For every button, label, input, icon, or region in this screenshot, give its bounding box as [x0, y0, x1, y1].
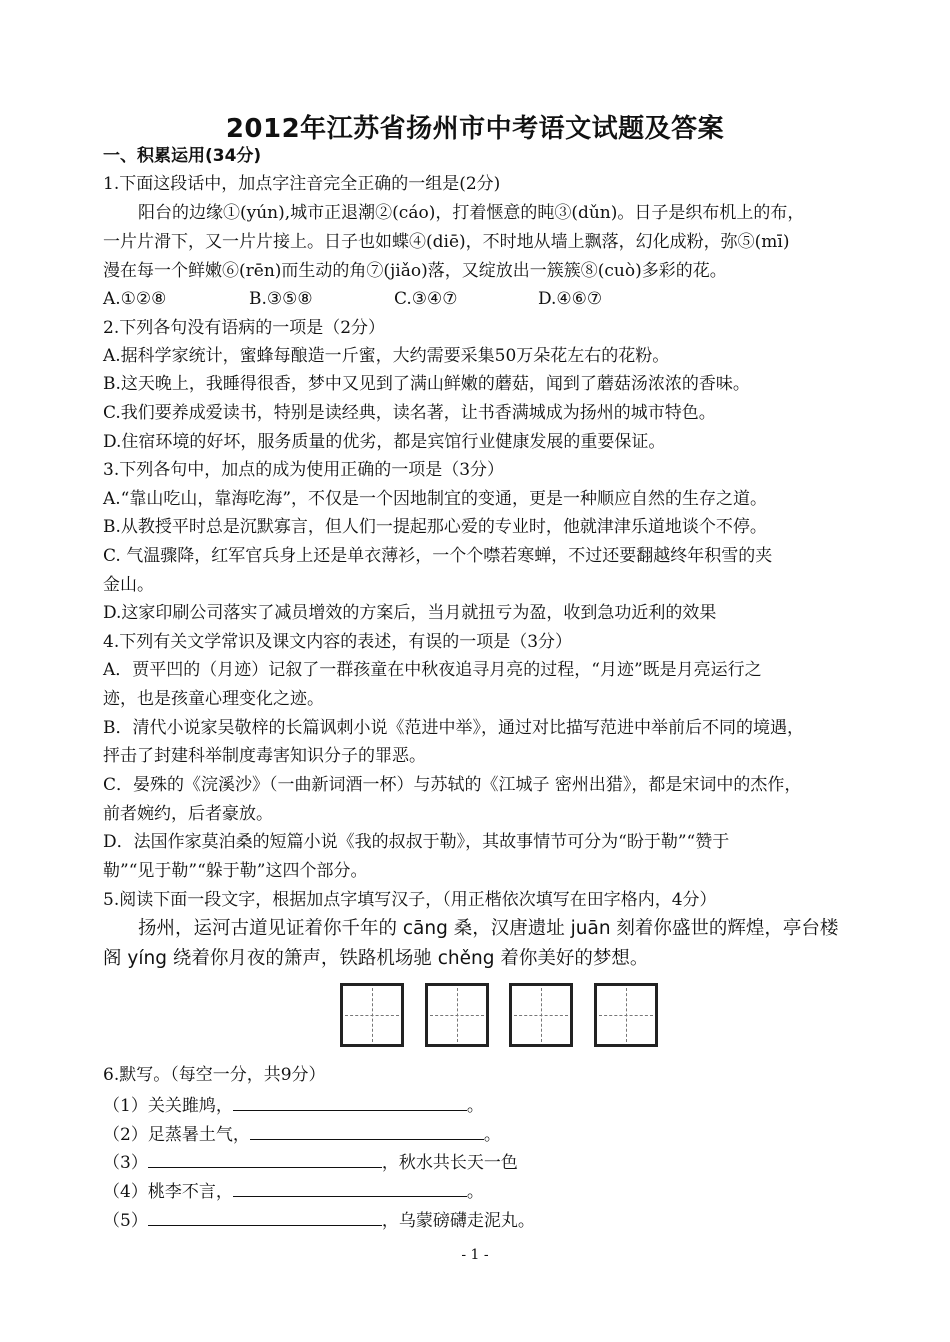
q6-item-5-blank[interactable]	[148, 1209, 382, 1226]
q4-option-b-cont: 抨击了封建科举制度毒害知识分子的罪恶。	[103, 746, 426, 766]
q6-item-5	[103, 1209, 535, 1231]
q3-stem: 3.下列各句中，加点的成为使用正确的一项是（3分）	[103, 460, 505, 480]
q6-item-3-blank[interactable]	[148, 1151, 382, 1168]
q1-option-a: A.①②⑧	[103, 289, 167, 309]
q3-option-c: C. 气温骤降，红军官兵身上还是单衣薄衫，一个个噤若寒蝉，不过还要翻越终年积雪的夹	[103, 546, 773, 566]
page-number: - 1 -	[461, 1247, 489, 1263]
tianzige-box-2[interactable]	[425, 983, 489, 1047]
q6-item-2-blank[interactable]	[250, 1123, 484, 1140]
q6-item-4-end: 。	[466, 1182, 484, 1202]
q6-item-2	[103, 1123, 501, 1145]
q1-passage-line-2: 一片片滑下，又一片片接上。日子也如蝶④(diē)，不时地从墙上飘落，幻化成粉，弥⑤(mī)	[103, 232, 790, 252]
q2-option-d: D.住宿环境的好坏，服务质量的优劣，都是宾馆行业健康发展的重要保证。	[103, 432, 666, 452]
q2-option-b: B.这天晚上，我睡得很香，梦中又见到了满山鲜嫩的蘑菇，闻到了蘑菇汤浓浓的香味。	[103, 374, 750, 394]
q4-option-d: D．法国作家莫泊桑的短篇小说《我的叔叔于勒》，其故事情节可分为“盼于勒”“赞于	[103, 832, 730, 852]
q5-passage-line-1: 扬州，运河古道见证着你千年的 cāng 桑，汉唐遗址 juān 刻着你盛世的辉煌，亭台楼	[138, 918, 839, 939]
q6-item-3	[103, 1151, 518, 1173]
document-title: 2012年江苏省扬州市中考语文试题及答案	[225, 114, 725, 144]
section-heading: 一、积累运用(34分)	[103, 146, 262, 166]
tianzige-box-4[interactable]	[594, 983, 658, 1047]
q6-stem: 6.默写。（每空一分，共9分）	[103, 1065, 326, 1085]
q1-stem: 1.下面这段话中，加点字注音完全正确的一组是(2分)	[103, 174, 501, 194]
q2-option-a: A.据科学家统计，蜜蜂每酿造一斤蜜，大约需要采集50万朵花左右的花粉。	[103, 346, 670, 366]
q6-item-3-prompt: （3）	[103, 1153, 148, 1173]
q6-item-4	[103, 1180, 484, 1202]
tianzige-box-3[interactable]	[509, 983, 573, 1047]
q3-option-b: B.从教授平时总是沉默寡言，但人们一提起那心爱的专业时，他就津津乐道地谈个不停。	[103, 517, 767, 537]
q4-option-a-cont: 迹，也是孩童心理变化之迹。	[103, 689, 324, 709]
q4-stem: 4.下列有关文学常识及课文内容的表述，有误的一项是（3分）	[103, 632, 573, 652]
q6-item-5-end: ，乌蒙磅礴走泥丸。	[381, 1211, 535, 1231]
q6-item-3-end: ，秋水共长天一色	[381, 1153, 518, 1173]
q2-option-c: C.我们要养成爱读书，特别是读经典，读名著，让书香满城成为扬州的城市特色。	[103, 403, 716, 423]
q1-option-d: D.④⑥⑦	[538, 289, 603, 309]
q5-stem: 5.阅读下面一段文字，根据加点字填写汉子，（用正楷依次填写在田字格内，4分）	[103, 890, 717, 910]
q1-option-b: B.③⑤⑧	[249, 289, 313, 309]
tianzige-grid	[340, 983, 662, 1049]
q1-passage-line-3: 漫在每一个鲜嫩⑥(rēn)而生动的角⑦(jiǎo)落，又绽放出一簇簇⑧(cuò)多彩的花。	[103, 261, 727, 281]
q6-item-1-prompt: （1）关关雎鸠，	[103, 1096, 233, 1116]
q6-item-1-end: 。	[466, 1096, 484, 1116]
q3-option-c-cont: 金山。	[103, 575, 154, 595]
q2-stem: 2.下列各句没有语病的一项是（2分）	[103, 318, 386, 338]
q1-passage-line-1: 阳台的边缘①(yún),城市正退潮②(cáo)，打着惬意的盹③(dǔn)。日子是织布机上的布，	[138, 203, 805, 223]
q3-option-a: A.“靠山吃山，靠海吃海”，不仅是一个因地制宜的变通，更是一种顺应自然的生存之道。	[103, 489, 768, 509]
q5-passage-line-2: 阁 yíng 绕着你月夜的箫声，铁路机场驰 chěng 着你美好的梦想。	[103, 948, 649, 969]
q6-item-1	[103, 1094, 484, 1116]
q4-option-a: A．贾平凹的（月迹）记叙了一群孩童在中秋夜追寻月亮的过程，“月迹”既是月亮运行之	[103, 660, 762, 680]
q6-item-4-blank[interactable]	[233, 1180, 467, 1197]
q6-item-2-prompt: （2）足蒸暑土气，	[103, 1125, 250, 1145]
q6-item-2-end: 。	[483, 1125, 501, 1145]
q6-item-1-blank[interactable]	[233, 1094, 467, 1111]
q3-option-d: D.这家印刷公司落实了减员增效的方案后，当月就扭亏为盈，收到急功近利的效果	[103, 603, 717, 623]
q1-option-c: C.③④⑦	[394, 289, 458, 309]
q4-option-b: B．清代小说家吴敬梓的长篇讽刺小说《范进中举》，通过对比描写范进中举前后不同的境遇，	[103, 718, 804, 738]
q6-item-5-prompt: （5）	[103, 1211, 148, 1231]
q4-option-d-cont: 勒”“见于勒”“躲于勒”这四个部分。	[103, 861, 368, 881]
q4-option-c: C．晏殊的《浣溪沙》（一曲新词酒一杯）与苏轼的《江城子 密州出猎》，都是宋词中的杰作，	[103, 775, 802, 795]
q4-option-c-cont: 前者婉约，后者豪放。	[103, 804, 273, 824]
tianzige-box-1[interactable]	[340, 983, 404, 1047]
q6-item-4-prompt: （4）桃李不言，	[103, 1182, 233, 1202]
